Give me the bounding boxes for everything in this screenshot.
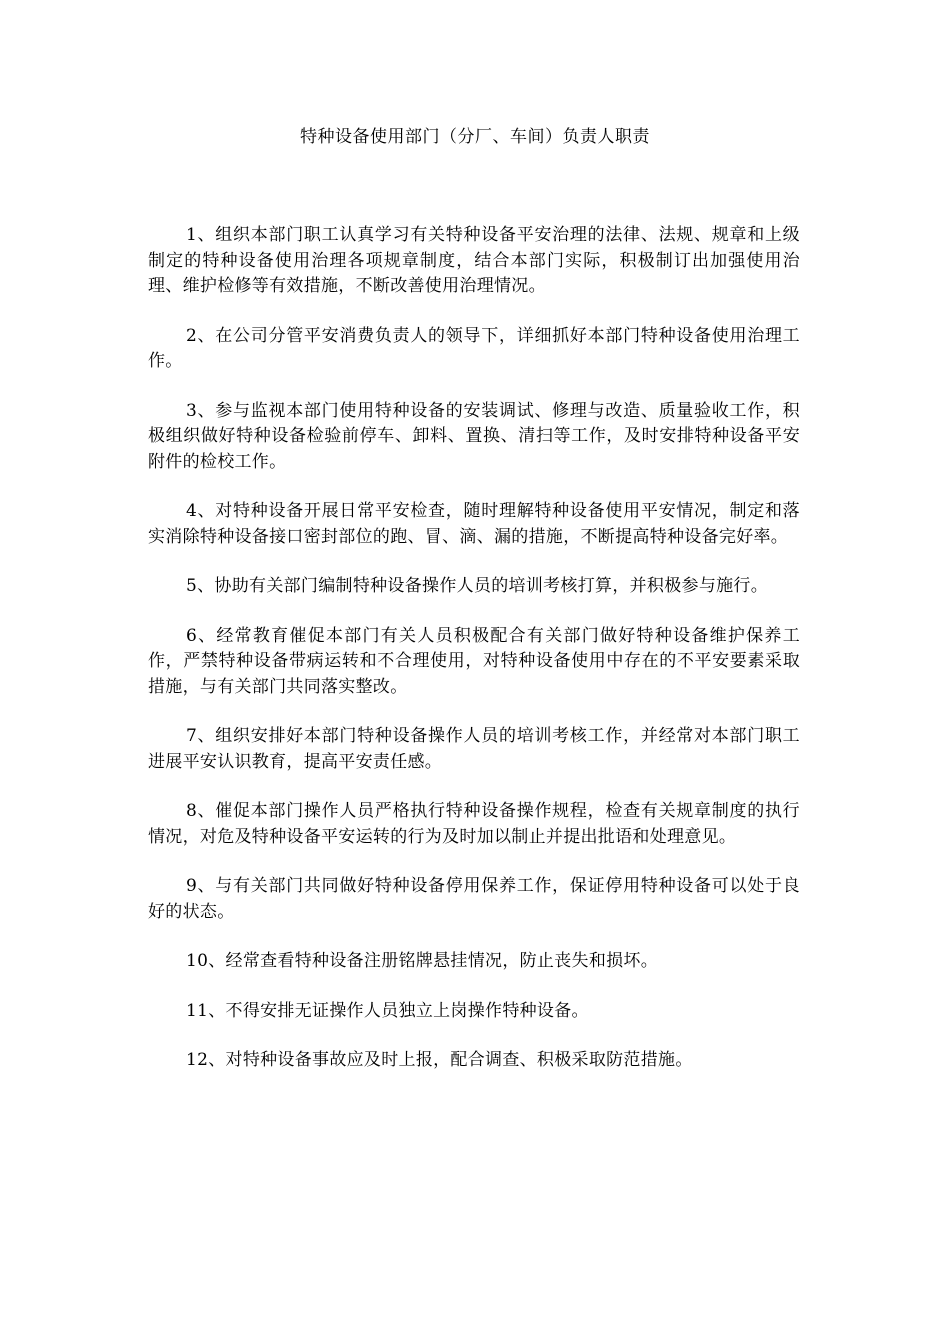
paragraph-8: 8、催促本部门操作人员严格执行特种设备操作规程，检查有关规章制度的执行情况，对危及特种设备平安运转的行为及时加以制止并提出批语和处理意见。 bbox=[148, 801, 800, 847]
paragraph-6: 6、经常教育催促本部门有关人员积极配合有关部门做好特种设备维护保养工作，严禁特种设备带病运转和不合理使用，对特种设备使用中存在的不平安要素采取措施，与有关部门共同落实整改。 bbox=[148, 625, 800, 697]
paragraph-3: 3、参与监视本部门使用特种设备的安装调试、修理与改造、质量验收工作，积极组织做好特种设备检验前停车、卸料、置换、清扫等工作，及时安排特种设备平安附件的检校工作。 bbox=[148, 400, 800, 472]
paragraph-7: 7、组织安排好本部门特种设备操作人员的培训考核工作，并经常对本部门职工进展平安认识教育，提高平安责任感。 bbox=[148, 726, 800, 772]
paragraph-1: 1、组织本部门职工认真学习有关特种设备平安治理的法律、法规、规章和上级制定的特种设备使用治理各项规章制度，结合本部门实际，积极制订出加强使用治理、维护检修等有效措施，不断改善使用治理情况。 bbox=[148, 225, 800, 296]
paragraph-5: 5、协助有关部门编制特种设备操作人员的培训考核打算，并积极参与施行。 bbox=[186, 576, 769, 596]
paragraph-11: 11、不得安排无证操作人员独立上岗操作特种设备。 bbox=[186, 1000, 589, 1021]
document-title: 特种设备使用部门（分厂、车间）负责人职责 bbox=[300, 127, 650, 147]
paragraph-12: 12、对特种设备事故应及时上报，配合调查、积极采取防范措施。 bbox=[186, 1050, 693, 1070]
document-body bbox=[148, 223, 800, 1098]
paragraph-10: 10、经常查看特种设备注册铭牌悬挂情况，防止丧失和损坏。 bbox=[186, 951, 659, 971]
paragraph-4: 4、对特种设备开展日常平安检查，随时理解特种设备使用平安情况，制定和落实消除特种设备接口密封部位的跑、冒、滴、漏的措施，不断提高特种设备完好率。 bbox=[148, 501, 800, 547]
paragraph-2: 2、在公司分管平安消费负责人的领导下，详细抓好本部门特种设备使用治理工作。 bbox=[148, 325, 800, 371]
paragraph-9: 9、与有关部门共同做好特种设备停用保养工作，保证停用特种设备可以处于良好的状态。 bbox=[148, 876, 800, 922]
